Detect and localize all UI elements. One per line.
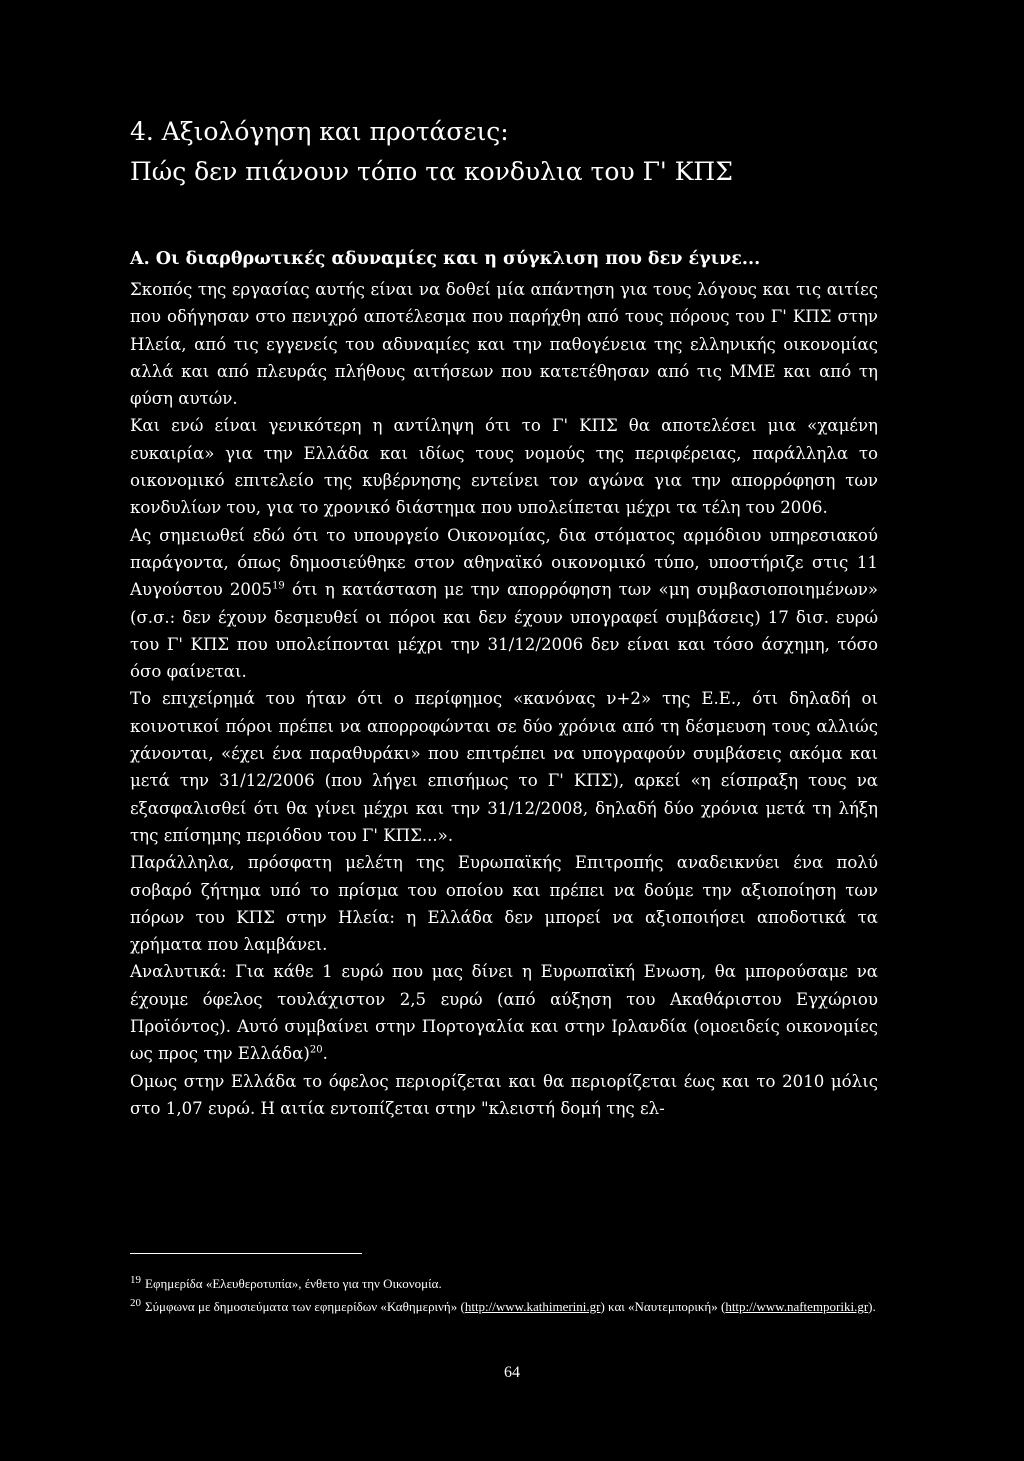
footnote-20-mark: 20 <box>130 1296 141 1309</box>
footnote-19 <box>130 1272 878 1295</box>
paragraph-5: Παράλληλα, πρόσφατη μελέτη της Ευρωπαϊκής Επιτροπής αναδεικνύει ένα πολύ σοβαρό ζήτημα υπό το πρίσμα του οποίου και πρέπει να δούμε την αξιοποίηση των πόρων του ΚΠΣ στην Ηλεία: η Ελλάδα δεν μπορεί να αξιοποιήσει αποδοτικά τα χρήματα που λαμβάνει. <box>130 853 878 955</box>
footnotes <box>130 1272 878 1318</box>
section-title: Α. Οι διαρθρωτικές αδυναμίες και η σύγκλιση που δεν έγινε... <box>130 249 761 269</box>
paragraph-6 <box>130 958 878 1067</box>
paragraph-2: Και ενώ είναι γενικότερη η αντίληψη ότι το Γ' ΚΠΣ θα αποτελέσει μια «χαμένη ευκαιρία» για την Ελλάδα και ιδίως τους νομούς της περιφέρειας, παράλληλα το οικονομικό επιτελείο της κυβέρνησης εντείνει τον αγώνα για την απορρόφηση των κονδυλίων του, για το χρονικό διάστημα που υπολείπεται μέχρι τα τέλη του 2006. <box>130 416 878 518</box>
footnote-20-text-c: ). <box>868 1299 876 1314</box>
paragraph-1: Σκοπός της εργασίας αυτής είναι να δοθεί μία απάντηση για τους λόγους και τις αιτίες που οδήγησαν στο πενιχρό αποτέλεσμα που παρήχθη από τους πόρους του Γ' ΚΠΣ στην Ηλεία, από τις εγγενείς του αδυναμίες και την παθογένεια της ελληνικής οικονομίας αλλά και από πλευράς πλήθους αιτήσεων που κατετέθησαν από τις ΜΜΕ και από τη φύση αυτών. <box>130 280 878 409</box>
footnote-ref-19[interactable]: 19 <box>272 580 285 592</box>
footnote-20-text-b: ) και «Ναυτεμπορική» ( <box>600 1299 726 1314</box>
chapter-title-line-1: 4. Αξιολόγηση και προτάσεις: <box>130 117 509 146</box>
paragraph-6-text-a: Αναλυτικά: Για κάθε 1 ευρώ που μας δίνει η Ευρωπαϊκή Ενωση, θα μπορούσαμε να έχουμε όφελος τουλάχιστον 2,5 ευρώ (από αύξηση του Ακαθάριστου Εγχώριου Προϊόντος). Αυτό συμβαίνει στην Πορτογαλία και στην Ιρλανδία (ομοειδείς οικονομίες ως προς την Ελλάδα) <box>130 962 878 1064</box>
chapter-title-line-2: Πώς δεν πιάνουν τόπο τα κονδυλια του Γ' ΚΠΣ <box>130 157 733 186</box>
footnote-20 <box>130 1295 878 1318</box>
paragraph-3-text-b: ότι η κατάσταση με την απορρόφηση των «μη συμβασιοποιημένων» (σ.σ.: δεν έχουν δεσμευθεί οι πόροι και δεν έχουν υπογραφεί συμβάσεις) 17 δισ. ευρώ του Γ' ΚΠΣ που υπολείπονται μέχρι την 31/12/2006 δεν είναι και τόσο άσχημη, τόσο όσο φαίνεται. <box>130 580 879 682</box>
paragraph-3 <box>130 522 878 686</box>
footnote-20-text-a: Σύμφωνα με δημοσιεύματα των εφημερίδων «Καθημερινή» ( <box>145 1299 465 1314</box>
paragraph-7: Ομως στην Ελλάδα το όφελος περιορίζεται και θα περιορίζεται έως και το 2010 μόλις στο 1,07 ευρώ. Η αιτία εντοπίζεται στην "κλειστή δομή της ελ- <box>130 1071 878 1118</box>
page-number: 64 <box>504 1364 520 1381</box>
kathimerini-link[interactable]: http://www.kathimerini.gr <box>464 1299 601 1314</box>
footnote-19-text: Εφημερίδα «Ελευθεροτυπία», ένθετο για την Οικονομία. <box>145 1276 442 1291</box>
naftemporiki-link[interactable]: http://www.naftemporiki.gr <box>725 1299 869 1314</box>
paragraph-3-text-a: Ας σημειωθεί εδώ ότι το υπουργείο Οικονομίας, δια στόματος αρμόδιου υπηρεσιακού παράγοντα, όπως δημοσιεύθηκε στον αθηναϊκό οικονομικό τύπο, υποστήριζε στις 11 Αυγούστου 2005 <box>130 525 878 600</box>
footnote-ref-20[interactable]: 20 <box>309 1044 323 1056</box>
footnote-divider <box>130 1253 362 1254</box>
paragraph-6-text-b: . <box>322 1044 328 1064</box>
body-text <box>130 276 878 1122</box>
footnote-19-mark: 19 <box>130 1273 141 1286</box>
paragraph-4: Το επιχείρημά του ήταν ότι ο περίφημος «κανόνας ν+2» της Ε.Ε., ότι δηλαδή οι κοινοτικοί πόροι πρέπει να απορροφώνται σε δύο χρόνια από τη δέσμευση τους αλλιώς χάνονται, «έχει ένα παραθυράκι» που επιτρέπει να υπογραφούν συμβάσεις ακόμα και μετά την 31/12/2006 (που λήγει επισήμως το Γ' ΚΠΣ), αρκεί «η είσπραξη τους να εξασφαλισθεί ότι θα γίνει μέχρι και την 31/12/2008, δηλαδή δύο χρόνια μετά τη λήξη της επίσημης περιόδου του Γ' ΚΠΣ...». <box>130 689 878 845</box>
